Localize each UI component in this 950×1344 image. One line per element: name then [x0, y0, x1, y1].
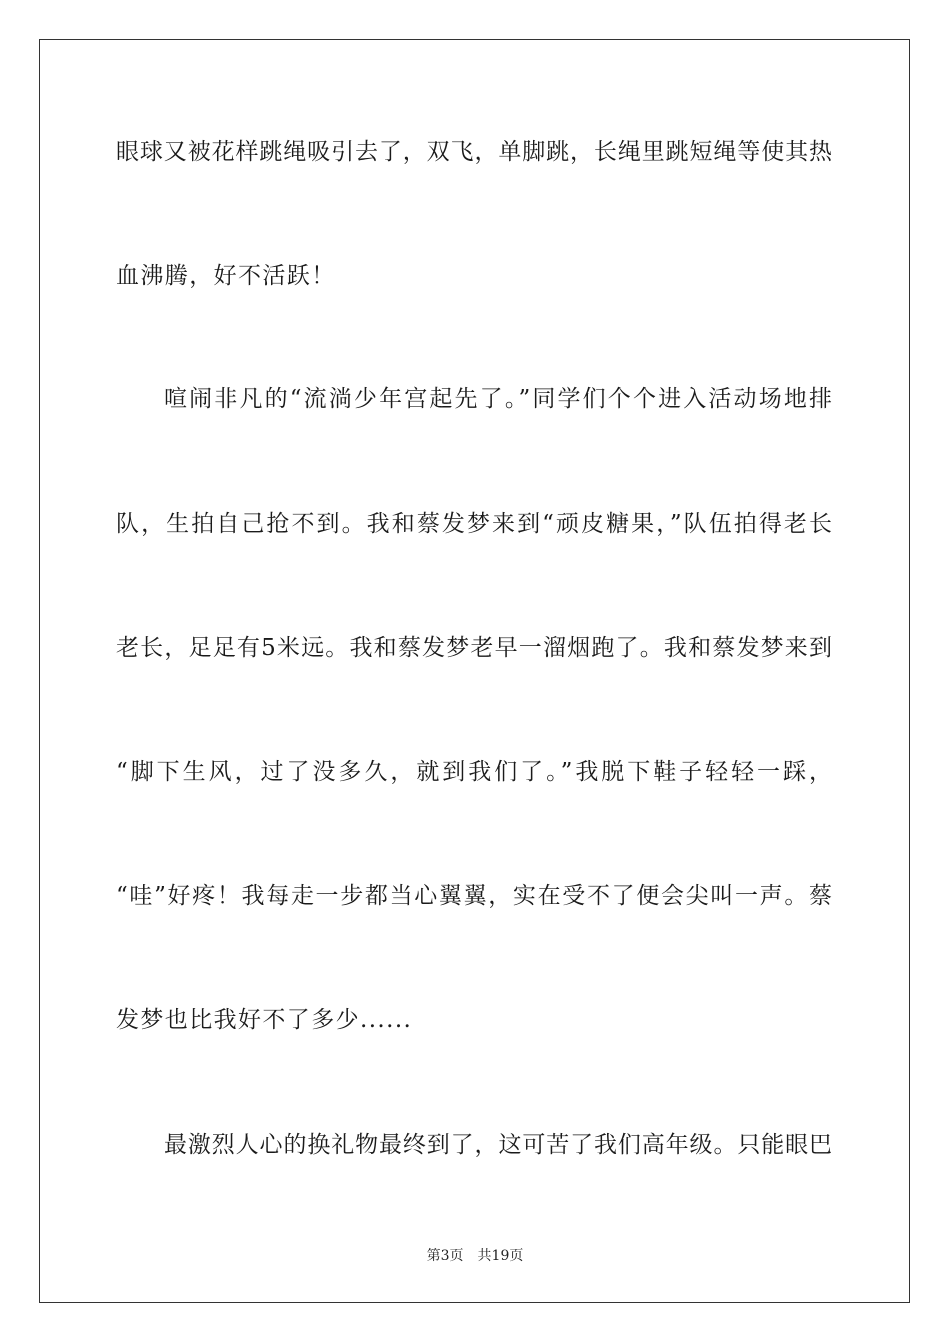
page-number: 第3页: [426, 1248, 464, 1264]
text-line-7: “哇”好疼！我每走一步都当心翼翼，实在受不了便会尖叫一声。蔡: [116, 883, 832, 909]
text-line-5: 老长，足足有5米远。我和蔡发梦老早一溜烟跑了。我和蔡发梦来到: [116, 635, 832, 661]
text-line-9: 最激烈人心的换礼物最终到了，这可苦了我们高年级。只能眼巴: [164, 1132, 832, 1158]
text-line-4: 队，生拍自己抢不到。我和蔡发梦来到“顽皮糖果，”队伍拍得老长: [116, 511, 832, 537]
text-line-8: 发梦也比我好不了多少......: [116, 1007, 413, 1033]
text-line-3: 喧闹非凡的“流淌少年宫起先了。”同学们个个进入活动场地排: [164, 386, 832, 412]
text-line-6: “脚下生风，过了没多久，就到我们了。”我脱下鞋子轻轻一踩，: [116, 759, 832, 785]
page-frame: [39, 39, 910, 1303]
page-total: 共19页: [477, 1248, 524, 1264]
text-line-2: 血沸腾，好不活跃！: [116, 263, 336, 289]
text-line-1: 眼球又被花样跳绳吸引去了，双飞，单脚跳，长绳里跳短绳等使其热: [116, 139, 832, 165]
page-footer: [0, 1247, 950, 1265]
